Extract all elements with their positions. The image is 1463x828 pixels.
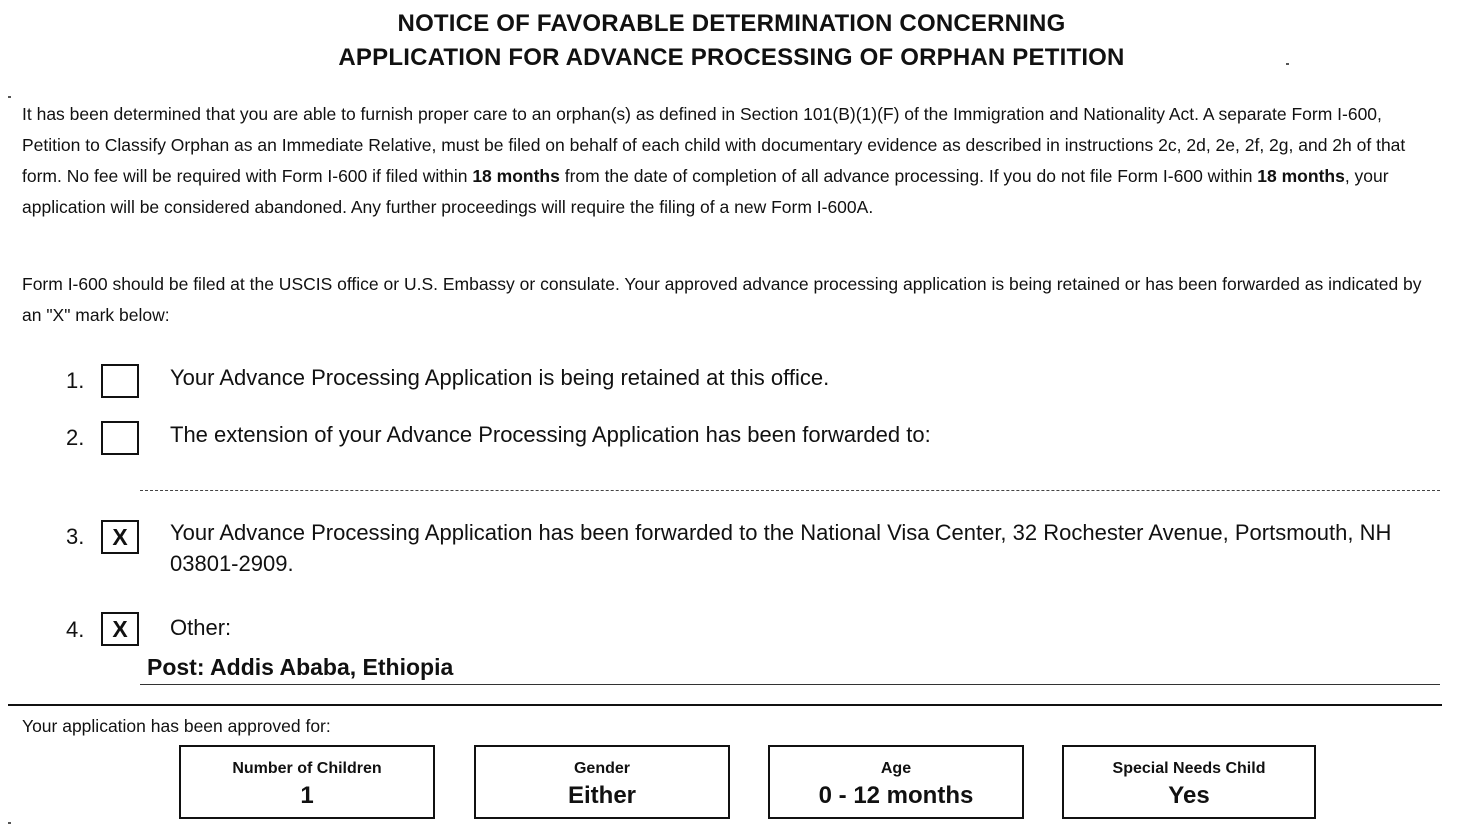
item-3-checkbox[interactable]: X (101, 520, 139, 554)
gender-card (474, 745, 730, 819)
item-3-text: Your Advance Processing Application has been forwarded to the National Visa Center, 32 Rochester Avenue, Portsmouth, NH 03801-2909. (170, 520, 1392, 576)
special-needs-label: Special Needs Child (1112, 760, 1266, 777)
paragraph-tail: , your application will be considered abandoned. Any further proceedings will require the filing of a new Form I-600A. (22, 166, 1389, 217)
age-label: Age (880, 760, 912, 777)
other-underline (140, 684, 1440, 685)
gender-label: Gender (573, 760, 630, 777)
item-1-checkbox[interactable] (101, 364, 139, 398)
scan-speck (1286, 63, 1289, 65)
item-2-number: 2. (66, 425, 85, 450)
item-4-checkbox[interactable]: X (101, 612, 139, 646)
determination-paragraph (22, 99, 1442, 223)
scan-speck (8, 96, 11, 98)
filing-location-paragraph: Form I-600 should be filed at the USCIS office or U.S. Embassy or consulate. Your approved advance processing application is being retained or has been forwarded as indicated by an "X" mark below: (22, 274, 1422, 325)
item-1-number: 1. (66, 368, 85, 393)
age-value: 0 - 12 months (818, 782, 974, 809)
notice-title-line-2: APPLICATION FOR ADVANCE PROCESSING OF ORPHAN PETITION (338, 44, 1125, 71)
notice-title-line-1: NOTICE OF FAVORABLE DETERMINATION CONCERNING (397, 10, 1066, 37)
age-card (768, 745, 1024, 819)
number-of-children-label: Number of Children (232, 760, 382, 777)
special-needs-card (1062, 745, 1316, 819)
item-1-text: Your Advance Processing Application is being retained at this office. (170, 365, 830, 390)
paragraph-mid: from the date of completion of all advance processing. If you do not file Form I-600 within (559, 166, 1258, 186)
other-post-value: Post: Addis Ababa, Ethiopia (147, 654, 454, 680)
section-divider (8, 704, 1442, 706)
gender-value: Either (567, 782, 636, 809)
special-needs-value: Yes (1168, 782, 1210, 809)
forwarded-to-line (140, 490, 1440, 491)
item-2-checkbox[interactable] (101, 421, 139, 455)
item-4-text: Other: (170, 615, 232, 640)
item-4-number: 4. (66, 617, 85, 642)
paragraph-lead: It has been determined that you are able to furnish proper care to an orphan(s) as defined in Section 101(B)(1)(F) of the Immigration and Nationality Act. A separate Form I-600, Petition to Classify Orphan as an Immediate Relative, must be filed on behalf of each child with documentary evidence as described in instructions 2c, 2d, 2e, 2f, 2g, and 2h of that form. No fee will be required with Form I-600 if filed within (22, 104, 1406, 186)
number-of-children-card (179, 745, 435, 819)
scan-speck (8, 822, 11, 824)
filing-deadline-2: 18 months (1257, 166, 1345, 186)
item-3-number: 3. (66, 524, 85, 549)
approved-for-label: Your application has been approved for: (22, 716, 331, 736)
item-2-text: The extension of your Advance Processing Application has been forwarded to: (170, 422, 931, 447)
number-of-children-value: 1 (300, 782, 314, 809)
filing-deadline-1: 18 months (472, 166, 560, 186)
